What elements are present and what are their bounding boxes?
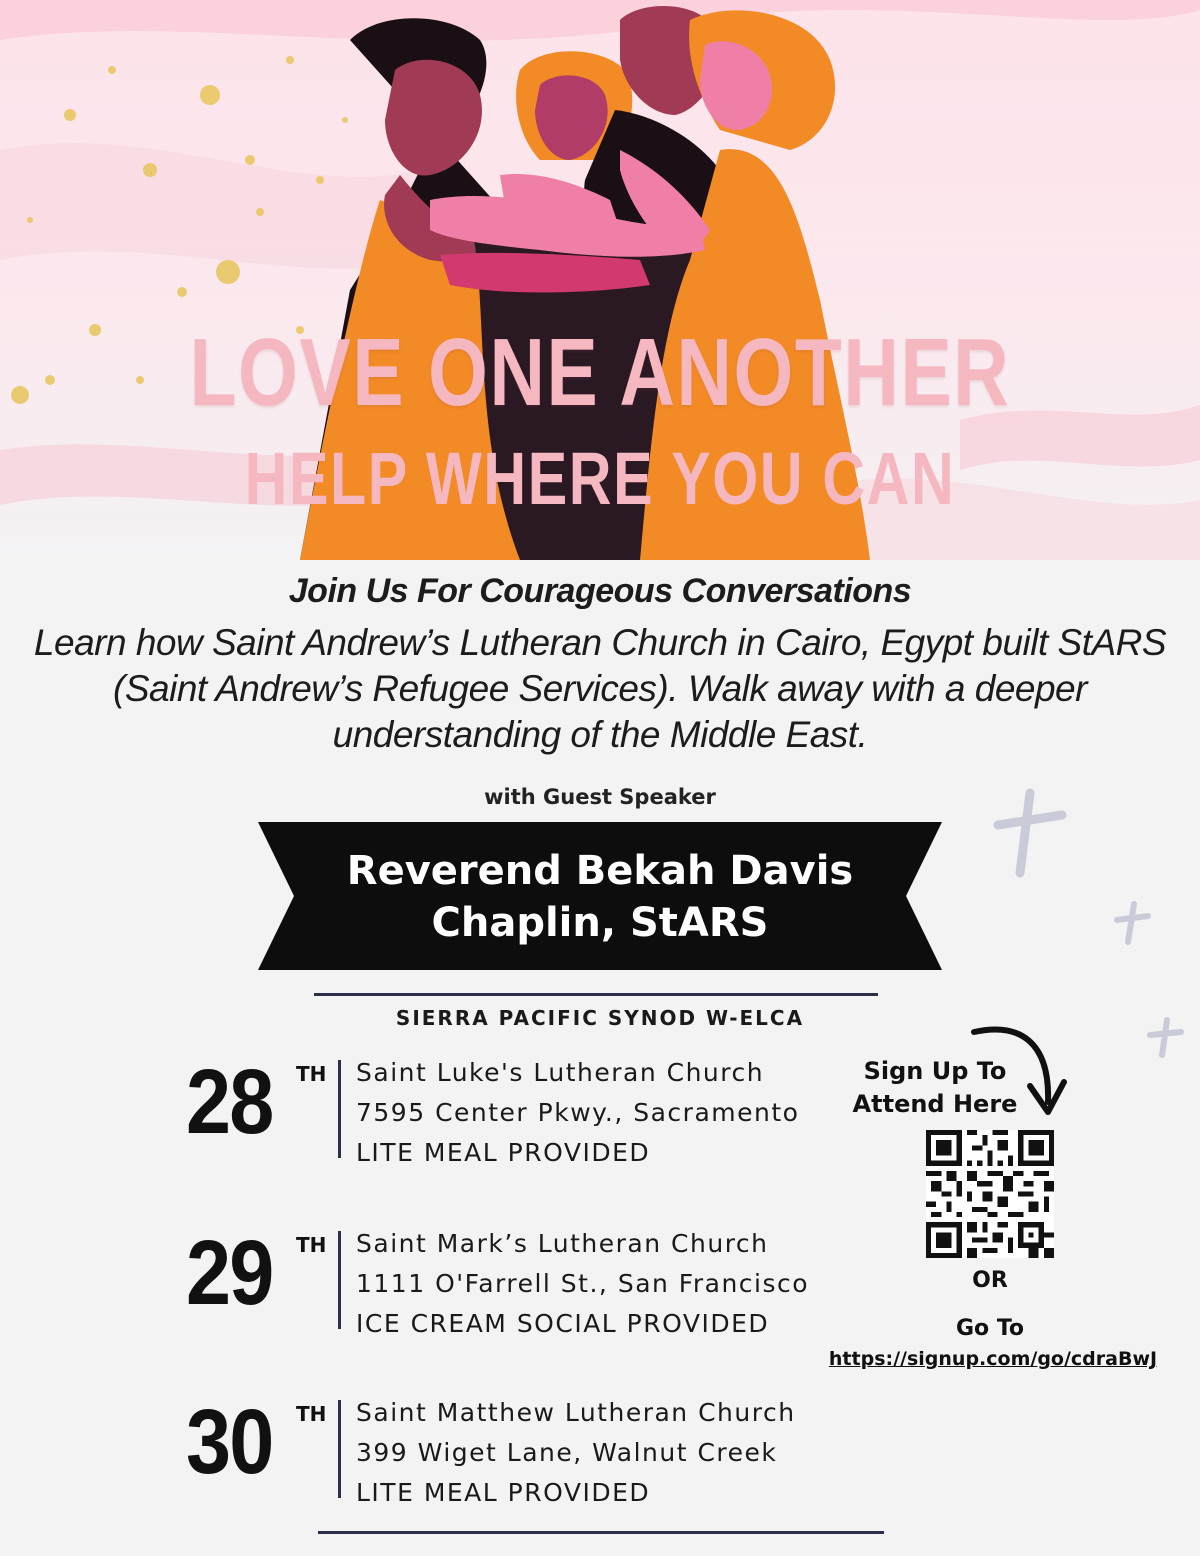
or-label: OR xyxy=(972,1268,1008,1293)
event-june-30 xyxy=(0,1391,820,1520)
goto-label: Go To xyxy=(955,1316,1025,1341)
divider-bottom xyxy=(318,1531,884,1534)
event-day-suffix: TH xyxy=(296,1062,327,1086)
event-venue: Saint Mark’s Lutheran Church xyxy=(356,1229,769,1258)
guest-speaker-label: with Guest Speaker xyxy=(484,785,716,809)
event-note: LITE MEAL PROVIDED xyxy=(356,1138,651,1167)
event-note: ICE CREAM SOCIAL PROVIDED xyxy=(356,1309,770,1338)
event-day: 30 xyxy=(186,1391,273,1493)
event-day-suffix: TH xyxy=(296,1233,327,1257)
event-day: 28 xyxy=(186,1051,273,1153)
cross-icon xyxy=(1112,898,1152,948)
intro-title: Join Us For Courageous Conversations xyxy=(288,572,912,610)
event-divider xyxy=(338,1231,341,1329)
organization-name: SIERRA PACIFIC SYNOD W-ELCA xyxy=(395,1006,805,1030)
event-june-28 xyxy=(0,1051,820,1180)
event-address: 7595 Center Pkwy., Sacramento xyxy=(356,1098,800,1127)
event-june-29 xyxy=(0,1222,820,1351)
signup-link[interactable]: https://signup.com/go/cdraBwJ xyxy=(828,1348,1158,1370)
event-venue: Saint Luke's Lutheran Church xyxy=(356,1058,765,1087)
qr-code-icon[interactable] xyxy=(926,1130,1054,1258)
hero-banner xyxy=(0,0,1200,560)
event-divider xyxy=(338,1060,341,1158)
cross-icon xyxy=(990,785,1070,880)
event-address: 399 Wiget Lane, Walnut Creek xyxy=(356,1438,778,1467)
event-divider xyxy=(338,1400,341,1498)
event-day: 29 xyxy=(186,1222,273,1324)
event-venue: Saint Matthew Lutheran Church xyxy=(356,1398,796,1427)
event-day-suffix: TH xyxy=(296,1402,327,1426)
event-address: 1111 O'Farrell St., San Francisco xyxy=(356,1269,810,1298)
intro-body: Learn how Saint Andrew’s Lutheran Church in Cairo, Egypt built StARS (Saint Andrew’s Refugee Services). Walk away with a deeper understanding of the Middle East. xyxy=(33,622,1167,755)
speaker-ribbon-text xyxy=(258,845,942,949)
signup-line1: Sign Up To xyxy=(863,1057,1007,1085)
headline-help-where-you-can: HELP WHERE YOU CAN xyxy=(244,437,956,520)
curved-arrow-icon xyxy=(960,1022,1078,1124)
divider-top xyxy=(314,993,878,996)
speaker-name: Reverend Bekah Davis xyxy=(346,848,854,894)
signup-line2: Attend Here xyxy=(852,1090,1018,1118)
event-note: LITE MEAL PROVIDED xyxy=(356,1478,651,1507)
speaker-role: Chaplin, StARS xyxy=(431,900,769,946)
headline-love-one-another: LOVE ONE ANOTHER xyxy=(189,319,1011,426)
